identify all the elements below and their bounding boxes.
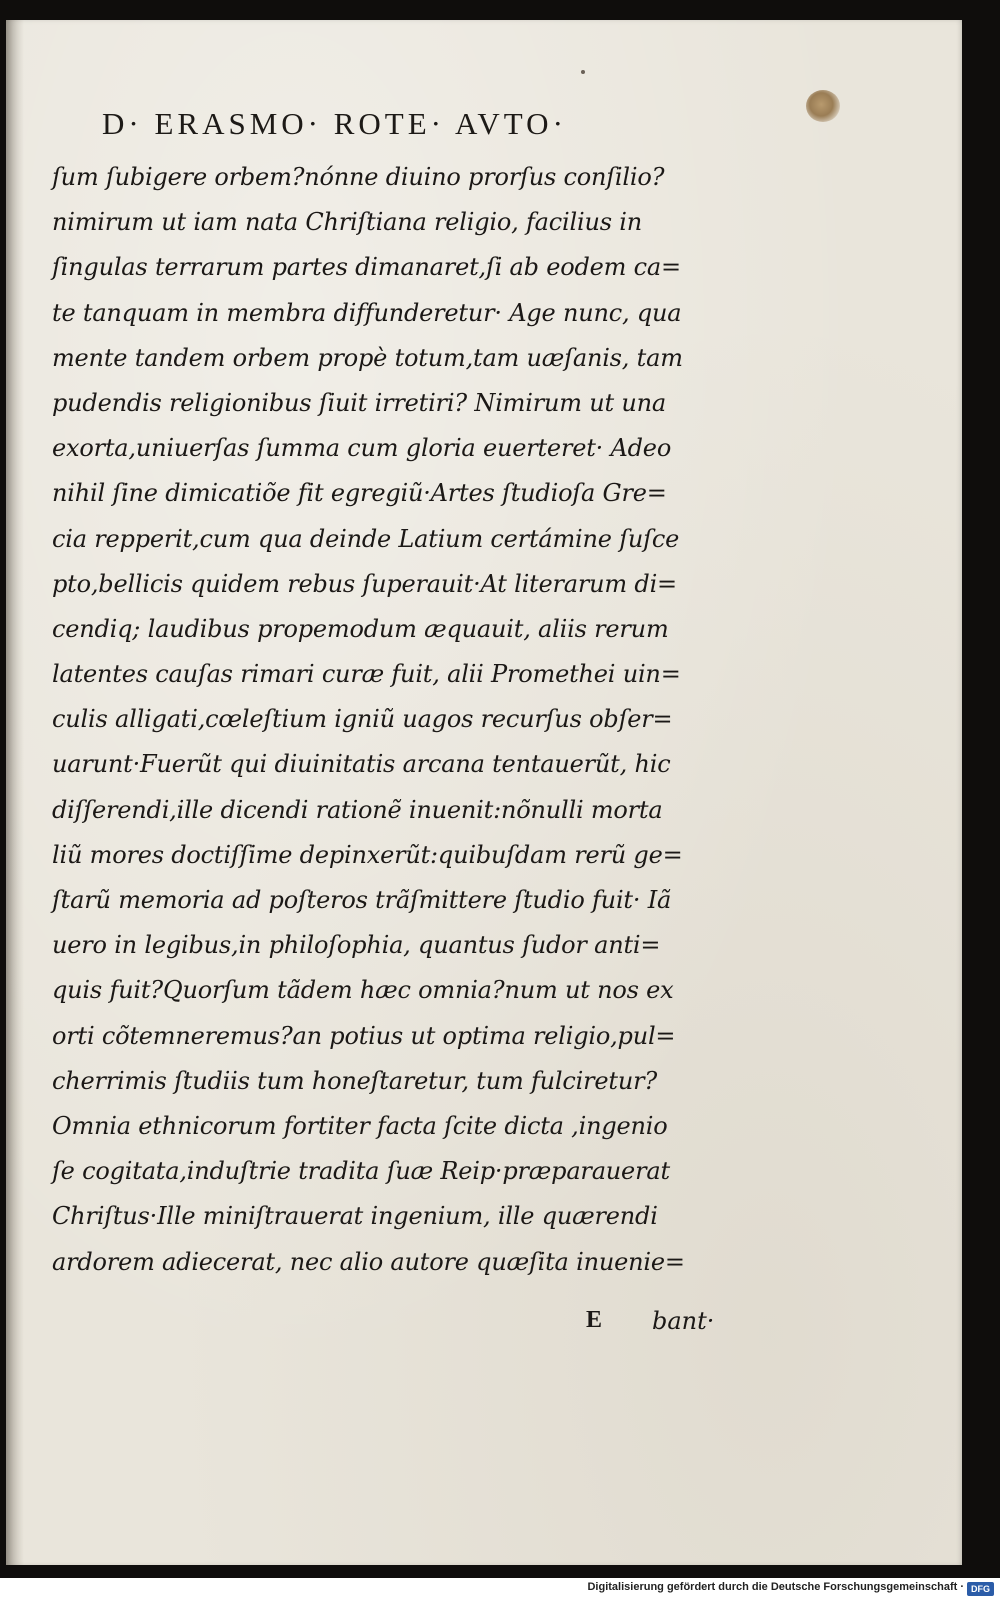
text-line: ſtarũ memoria ad poſteros trãſmittere ſtudio fuit· Iã: [52, 886, 672, 914]
running-head: D· ERASMO· ROTE· AVTO·: [102, 106, 567, 141]
catchword: bant·: [652, 1307, 715, 1335]
text-line: latentes cauſas rimari curæ fuit, alii Promethei uin=: [52, 660, 681, 689]
text-line: mente tandem orbem propè totum,tam uæſanis, tam: [52, 343, 683, 372]
text-line: liũ mores doctiſſime depinxerũt:quibuſdam rerũ ge=: [52, 840, 683, 869]
funding-credit: Digitalisierung gefördert durch die Deutsche Forschungsgemeinschaft ·: [587, 1581, 964, 1593]
paper-stain: [806, 90, 840, 122]
text-line: pudendis religionibus ſiuit irretiri? Nimirum ut una: [52, 388, 666, 417]
credit-bar: [0, 1578, 1000, 1600]
text-line: uero in legibus,in philoſophia, quantus ſudor anti=: [52, 931, 661, 960]
body-text: [52, 155, 752, 1285]
text-line: exorta,uniuerſas ſumma cum gloria euerteret· Adeo: [52, 434, 672, 463]
text-line: nihil ſine dimicatiõe fit egregiũ·Artes ſtudioſa Gre=: [52, 479, 667, 508]
text-line: ardorem adiecerat, nec alio autore quæſita inuenie=: [52, 1247, 685, 1276]
text-line: pto,bellicis quidem rebus ſuperauit·At literarum di=: [52, 569, 677, 598]
text-line: orti cõtemneremus?an potius ut optima religio,pul=: [52, 1021, 676, 1050]
book-page: [6, 20, 962, 1565]
text-line: culis alligati,cœleſtium igniũ uagos recurſus obſer=: [52, 705, 673, 734]
text-line: te tanquam in membra diffunderetur· Age nunc, qua: [52, 298, 682, 327]
gutter-shadow: [6, 20, 24, 1565]
text-line: ſingulas terrarum partes dimanaret,ſi ab eodem ca=: [52, 253, 681, 282]
text-line: Chriſtus·Ille miniſtrauerat ingenium, ille quærendi: [52, 1202, 658, 1231]
text-line: uarunt·Fuerũt qui diuinitatis arcana tentauerũt, hic: [52, 750, 671, 779]
signature-mark: E: [586, 1307, 603, 1333]
text-line: cendiq; laudibus propemodum æquauit, aliis rerum: [52, 614, 669, 643]
text-line: nimirum ut iam nata Chriſtiana religio, facilius in: [52, 208, 642, 237]
page-footer: [586, 1307, 746, 1347]
ink-speck: [581, 70, 585, 74]
text-line: Omnia ethnicorum fortiter facta ſcite dicta ,ingenio: [52, 1111, 668, 1140]
text-line: ſe cogitata,induſtrie tradita ſuæ Reip·præparauerat: [52, 1157, 670, 1186]
text-line: diſſerendi,ille dicendi rationẽ inuenit:nõnulli morta: [52, 795, 663, 824]
text-line: ſum ſubigere orbem?nónne diuino prorſus conſilio?: [52, 163, 665, 191]
dfg-logo: DFG: [967, 1582, 994, 1596]
text-line: cia repperit,cum qua deinde Latium certámine ſuſce: [52, 524, 680, 553]
text-line: quis fuit?Quorſum tãdem hæc omnia?num ut nos ex: [52, 976, 674, 1005]
text-line: cherrimis ſtudiis tum honeſtaretur, tum fulciretur?: [52, 1066, 658, 1095]
